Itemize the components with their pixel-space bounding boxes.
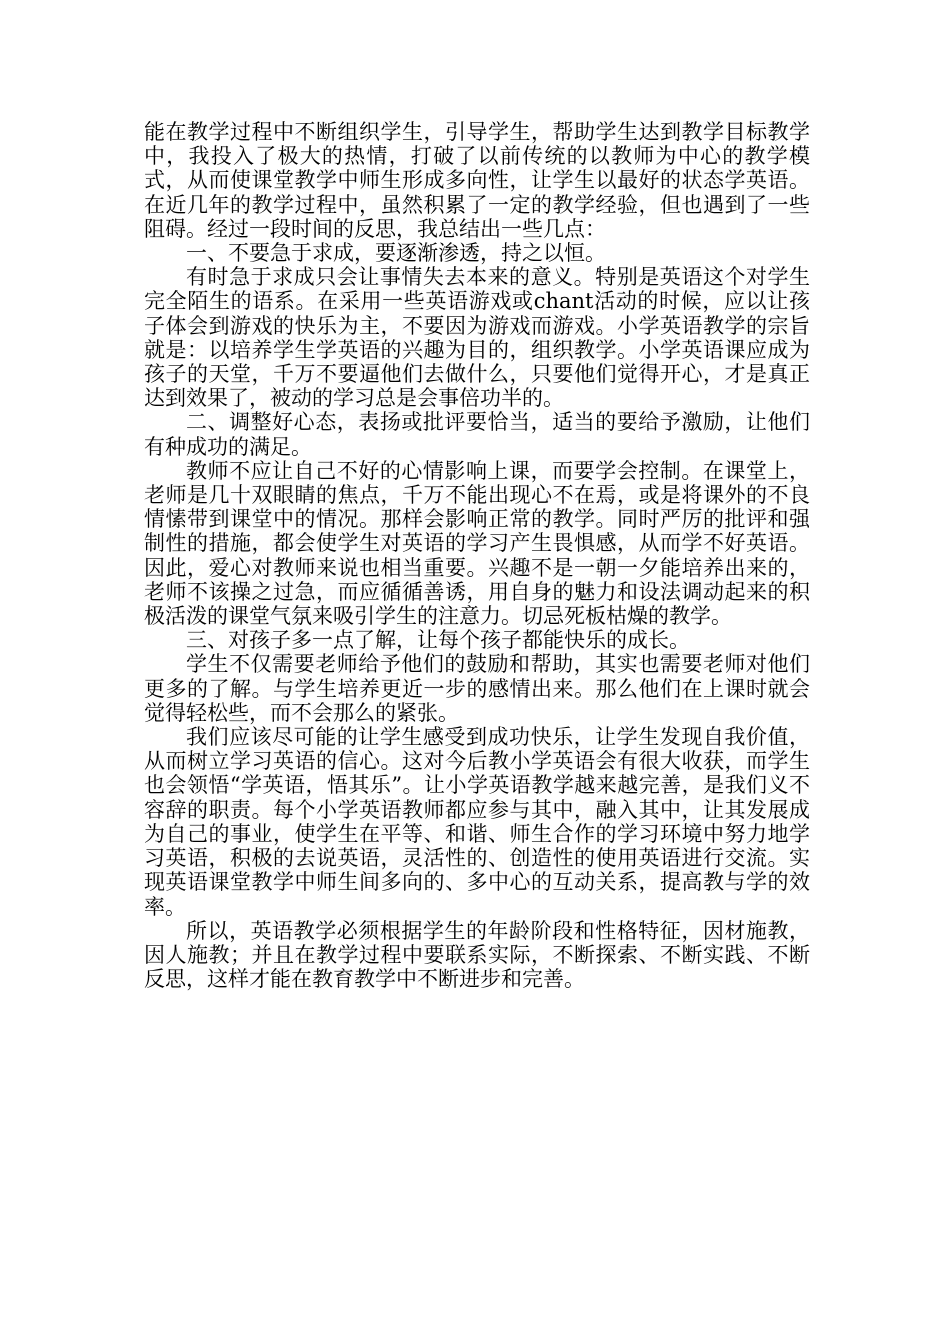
paragraph-point-three: 学生不仅需要老师给予他们的鼓励和帮助，其实也需要老师对他们更多的了解。与学生培养更近一步的感情出来。那么他们在上课时就会觉得轻松些，而不会那么的紧张。: [144, 652, 810, 725]
document-page: [144, 120, 810, 991]
paragraph-point-two: 教师不应让自己不好的心情影响上课，而要学会控制。在课堂上，老师是几十双眼睛的焦点，千万不能出现心不在焉，或是将课外的不良情愫带到课堂中的情况。那样会影响正常的教学。同时严厉的批评和强制性的措施，都会使学生对英语的学习产生畏惧感，从而学不好英语。因此，爱心对教师来说也相当重要。兴趣不是一朝一夕能培养出来的，老师不该操之过急，而应循循善诱，用自身的魅力和设法调动起来的积极活泼的课堂气氛来吸引学生的注意力。切忌死板枯燥的教学。: [144, 458, 810, 629]
paragraph-success: 我们应该尽可能的让学生感受到成功快乐，让学生发现自我价值，从而树立学习英语的信心。这对今后教小学英语会有很大收获，而学生也会领悟“学英语，悟其乐”。让小学英语教学越来越完善，是我们义不容辞的职责。每个小学英语教师都应参与其中，融入其中，让其发展成为自己的事业，使学生在平等、和谐、师生合作的学习环境中努力地学习英语，积极的去说英语，灵活性的、创造性的使用英语进行交流。实现英语课堂教学中师生间多向的、多中心的互动关系，提高教与学的效率。: [144, 725, 810, 919]
paragraph-point-one: 有时急于求成只会让事情失去本来的意义。特别是英语这个对学生完全陌生的语系。在采用一些英语游戏或chant活动的时候，应以让孩子体会到游戏的快乐为主，不要因为游戏而游戏。小学英语教学的宗旨就是：以培养学生学英语的兴趣为目的，组织教学。小学英语课应成为孩子的天堂，千万不要逼他们去做什么，只要他们觉得开心，才是真正达到效果了，被动的学习总是会事倍功半的。: [144, 265, 810, 411]
heading-point-two: 二、调整好心态，表扬或批评要恰当，适当的要给予激励，让他们有种成功的满足。: [144, 410, 810, 459]
paragraph-intro: 能在教学过程中不断组织学生，引导学生，帮助学生达到教学目标教学中，我投入了极大的热情，打破了以前传统的以教师为中心的教学模式，从而使课堂教学中师生形成多向性，让学生以最好的状态学英语。在近几年的教学过程中，虽然积累了一定的教学经验，但也遇到了一些阻碍。经过一段时间的反思，我总结出一些几点：: [144, 120, 810, 241]
heading-point-one: 一、不要急于求成，要逐渐渗透，持之以恒。: [186, 241, 606, 266]
heading-point-three: 三、对孩子多一点了解，让每个孩子都能快乐的成长。: [186, 628, 690, 653]
paragraph-conclusion: 所以，英语教学必须根据学生的年龄阶段和性格特征，因材施教，因人施教；并且在教学过程中要联系实际，不断探索、不断实践、不断反思，这样才能在教育教学中不断进步和完善。: [144, 918, 810, 992]
